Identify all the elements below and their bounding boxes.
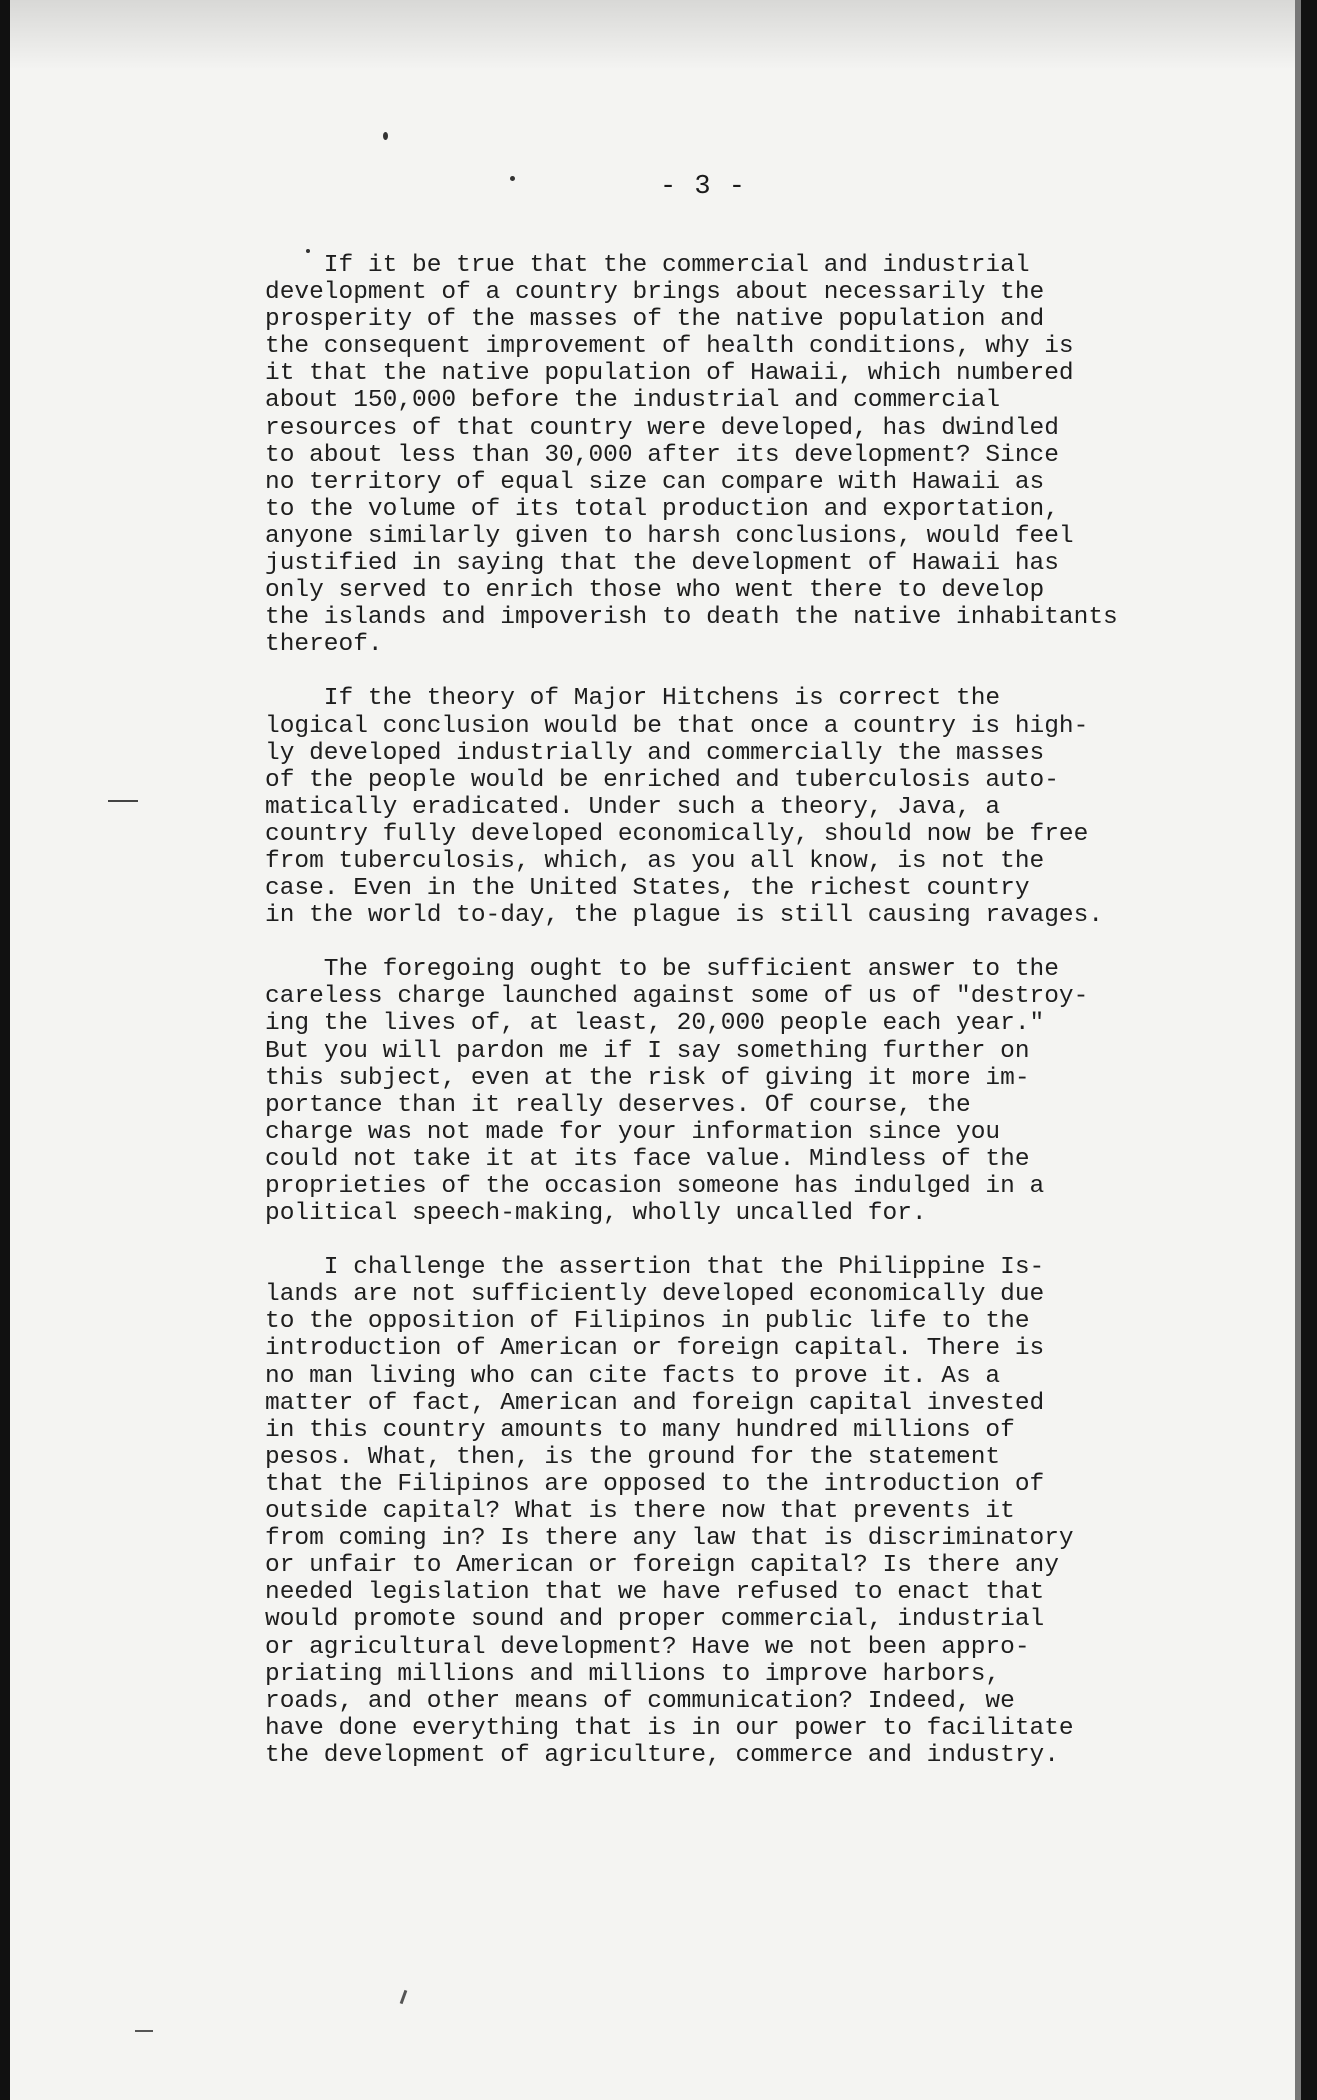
text-line: of the people would be enriched and tuberculosis auto- bbox=[265, 766, 1059, 794]
text-line: case. Even in the United States, the richest country bbox=[265, 875, 1030, 903]
text-line: outside capital? What is there now that prevents it bbox=[265, 1498, 1015, 1526]
sheet-top-edge bbox=[10, 0, 1295, 70]
text-line: to about less than 30,000 after its development? Since bbox=[265, 441, 1059, 469]
text-line: prosperity of the masses of the native population and bbox=[265, 306, 1045, 334]
text-line: or agricultural development? Have we not been appro- bbox=[265, 1633, 1030, 1661]
text-line: thereof. bbox=[265, 631, 383, 659]
paragraph bbox=[265, 1254, 1215, 1769]
text-line: the consequent improvement of health conditions, why is bbox=[265, 333, 1074, 361]
text-line: needed legislation that we have refused to enact that bbox=[265, 1579, 1045, 1607]
text-line: matically eradicated. Under such a theory, Java, a bbox=[265, 793, 1001, 821]
paragraph bbox=[265, 685, 1215, 929]
text-line: introduction of American or foreign capital. There is bbox=[265, 1335, 1045, 1363]
text-line: proprieties of the occasion someone has indulged in a bbox=[265, 1173, 1045, 1200]
text-line: to the volume of its total production and exportation, bbox=[265, 495, 1059, 523]
text-line: that the Filipinos are opposed to the introduction of bbox=[265, 1470, 1045, 1498]
margin-pen-mark bbox=[135, 2030, 153, 2032]
text-line: matter of fact, American and foreign capital invested bbox=[265, 1389, 1045, 1417]
text-line: in this country amounts to many hundred millions of bbox=[265, 1416, 1015, 1444]
text-line: If the theory of Major Hitchens is correct the bbox=[265, 685, 1001, 713]
text-line: ing the lives of, at least, 20,000 people each year." bbox=[265, 1010, 1045, 1038]
text-line: anyone similarly given to harsh conclusions, would feel bbox=[265, 522, 1074, 550]
text-line: The foregoing ought to be sufficient answer to the bbox=[265, 956, 1059, 984]
text-line: only served to enrich those who went there to develop bbox=[265, 577, 1045, 605]
text-line: the islands and impoverish to death the native inhabitants bbox=[265, 604, 1118, 632]
text-line: ly developed industrially and commercially the masses bbox=[265, 739, 1045, 767]
text-line: development of a country brings about necessarily the bbox=[265, 279, 1045, 307]
text-line: this subject, even at the risk of giving it more im- bbox=[265, 1064, 1030, 1092]
text-line: would promote sound and proper commercial, industrial bbox=[265, 1606, 1045, 1634]
text-line: the development of agriculture, commerce and industry. bbox=[265, 1741, 1059, 1769]
scan-speck bbox=[383, 132, 388, 140]
paragraph bbox=[265, 956, 1215, 1227]
text-line: careless charge launched against some of us of "destroy- bbox=[265, 983, 1089, 1011]
text-line: or unfair to American or foreign capital? Is there any bbox=[265, 1552, 1059, 1580]
text-line: resources of that country were developed, has dwindled bbox=[265, 414, 1059, 442]
text-line: about 150,000 before the industrial and commercial bbox=[265, 387, 1001, 415]
text-line: it that the native population of Hawaii, which numbered bbox=[265, 360, 1074, 388]
text-line: pesos. What, then, is the ground for the statement bbox=[265, 1443, 1001, 1471]
text-line: in the world to-day, the plague is still causing ravages. bbox=[265, 902, 1104, 930]
text-line: If it be true that the commercial and industrial bbox=[265, 252, 1030, 279]
text-line: from tuberculosis, which, as you all know, is not the bbox=[265, 847, 1045, 875]
text-line: charge was not made for your information since you bbox=[265, 1118, 1001, 1146]
text-line: have done everything that is in our power to facilitate bbox=[265, 1714, 1074, 1742]
page-number: - 3 - bbox=[660, 172, 747, 202]
text-line: logical conclusion would be that once a country is high- bbox=[265, 712, 1089, 740]
text-line: political speech-making, wholly uncalled for. bbox=[265, 1200, 927, 1228]
margin-dash-mark bbox=[108, 800, 138, 802]
text-line: portance than it really deserves. Of course, the bbox=[265, 1091, 971, 1119]
text-line: I challenge the assertion that the Philippine Is- bbox=[265, 1254, 1045, 1282]
scan-speck bbox=[510, 176, 515, 181]
text-line: justified in saying that the development of Hawaii has bbox=[265, 550, 1059, 578]
text-line: But you will pardon me if I say something further on bbox=[265, 1037, 1030, 1065]
text-line: to the opposition of Filipinos in public life to the bbox=[265, 1308, 1030, 1336]
text-line: from coming in? Is there any law that is discriminatory bbox=[265, 1525, 1074, 1553]
text-line: roads, and other means of communication? Indeed, we bbox=[265, 1687, 1015, 1715]
text-line: could not take it at its face value. Mindless of the bbox=[265, 1145, 1030, 1173]
margin-pen-mark bbox=[400, 1990, 408, 2004]
text-line: no territory of equal size can compare with Hawaii as bbox=[265, 468, 1045, 496]
text-line: country fully developed economically, should now be free bbox=[265, 820, 1089, 848]
text-line: priating millions and millions to improve harbors, bbox=[265, 1660, 1001, 1688]
document-body bbox=[265, 252, 1215, 1796]
text-line: lands are not sufficiently developed economically due bbox=[265, 1281, 1045, 1309]
paragraph bbox=[265, 252, 1215, 658]
text-line: no man living who can cite facts to prove it. As a bbox=[265, 1362, 1001, 1390]
typewritten-sheet bbox=[10, 0, 1301, 2100]
